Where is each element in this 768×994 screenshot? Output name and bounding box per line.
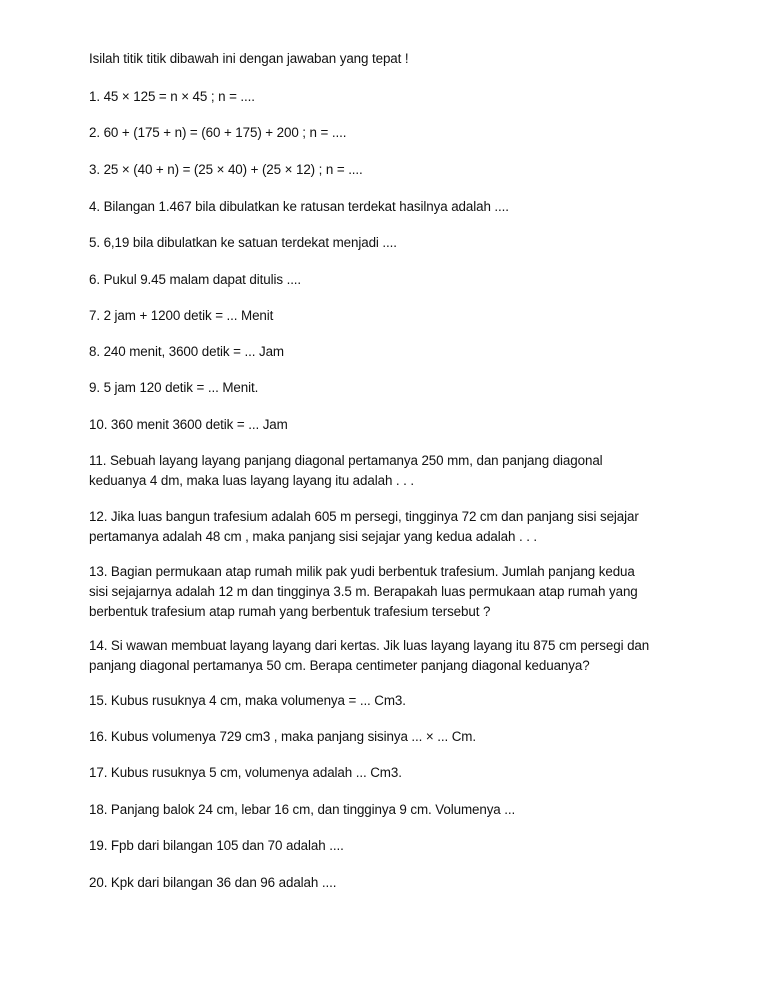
question-11-line-2: keduanya 4 dm, maka luas layang layang itu adalah . . . <box>89 473 415 488</box>
question-16: 16. Kubus volumenya 729 cm3 , maka panjang sisinya ... × ... Cm. <box>89 729 476 744</box>
question-14-line-1: 14. Si wawan membuat layang layang dari kertas. Jik luas layang layang itu 875 cm persegi dan <box>89 638 650 653</box>
instruction-text: Isilah titik titik dibawah ini dengan jawaban yang tepat ! <box>89 51 409 66</box>
question-20: 20. Kpk dari bilangan 36 dan 96 adalah .... <box>89 875 337 890</box>
question-11-line-1: 11. Sebuah layang layang panjang diagonal pertamanya 250 mm, dan panjang diagonal <box>89 453 603 468</box>
question-13-line-1: 13. Bagian permukaan atap rumah milik pak yudi berbentuk trafesium. Jumlah panjang kedua <box>89 564 635 579</box>
question-12-line-1: 12. Jika luas bangun trafesium adalah 605 m persegi, tingginya 72 cm dan panjang sisi sejajar <box>89 509 639 524</box>
question-19: 19. Fpb dari bilangan 105 dan 70 adalah .... <box>89 838 344 853</box>
question-18: 18. Panjang balok 24 cm, lebar 16 cm, dan tingginya 9 cm. Volumenya ... <box>89 802 516 817</box>
question-12-line-2: pertamanya adalah 48 cm , maka panjang sisi sejajar yang kedua adalah . . . <box>89 529 538 544</box>
question-13-line-2: sisi sejajarnya adalah 12 m dan tingginya 3.5 m. Berapakah luas permukaan atap rumah yang <box>89 584 638 599</box>
question-10: 10. 360 menit 3600 detik = ... Jam <box>89 417 288 432</box>
question-9: 9. 5 jam 120 detik = ... Menit. <box>89 380 259 395</box>
question-6: 6. Pukul 9.45 malam dapat ditulis .... <box>89 272 302 287</box>
question-13-line-3: berbentuk trafesium atap rumah yang berbentuk trafesium tersebut ? <box>89 604 491 619</box>
question-4: 4. Bilangan 1.467 bila dibulatkan ke ratusan terdekat hasilnya adalah .... <box>89 199 509 214</box>
question-3: 3. 25 × (40 + n) = (25 × 40) + (25 × 12) ; n = .... <box>89 162 363 177</box>
question-2: 2. 60 + (175 + n) = (60 + 175) + 200 ; n = .... <box>89 125 347 140</box>
question-7: 7. 2 jam + 1200 detik = ... Menit <box>89 308 274 323</box>
question-8: 8. 240 menit, 3600 detik = ... Jam <box>89 344 284 359</box>
question-17: 17. Kubus rusuknya 5 cm, volumenya adalah ... Cm3. <box>89 765 402 780</box>
question-14-line-2: panjang diagonal pertamanya 50 cm. Berapa centimeter panjang diagonal keduanya? <box>89 658 590 673</box>
question-1: 1. 45 × 125 = n × 45 ; n = .... <box>89 89 255 104</box>
question-15: 15. Kubus rusuknya 4 cm, maka volumenya = ... Cm3. <box>89 693 406 708</box>
question-5: 5. 6,19 bila dibulatkan ke satuan terdekat menjadi .... <box>89 235 397 250</box>
